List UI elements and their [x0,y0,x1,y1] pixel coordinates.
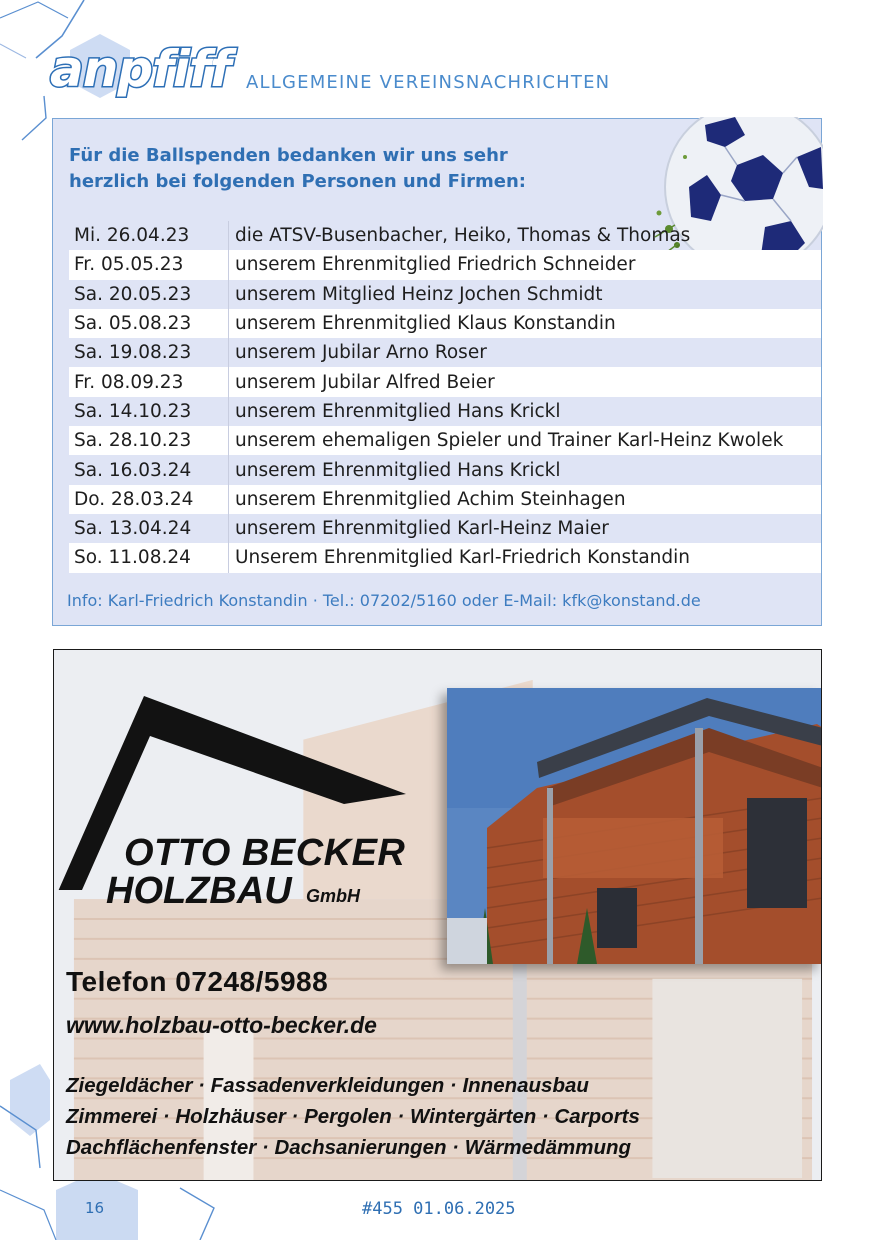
row-name: unserem ehemaligen Spieler und Trainer Karl-Heinz Kwolek [235,430,784,452]
row-name: unserem Ehrenmitglied Karl-Heinz Maier [235,518,609,540]
table-row [69,280,821,309]
donations-heading [69,143,589,195]
row-date: Sa. 20.05.23 [69,280,229,309]
row-name: unserem Ehrenmitglied Klaus Konstandin [235,313,616,335]
row-name: unserem Mitglied Heinz Jochen Schmidt [235,283,603,305]
row-date: Sa. 28.10.23 [69,426,229,455]
row-date: Mi. 26.04.23 [69,221,229,250]
row-date: Sa. 19.08.23 [69,338,229,367]
ad-services [66,1070,640,1163]
services-line: Zimmerei · Holzhäuser · Pergolen · Wintergärten · Carports [66,1105,640,1128]
table-row [69,426,821,455]
table-row [69,338,821,367]
table-row [69,543,821,572]
row-date: Sa. 16.03.24 [69,455,229,484]
company-legal-suffix: GmbH [306,886,360,906]
services-line: Dachflächenfenster · Dachsanierungen · Wärmedämmung [66,1136,632,1159]
donations-table [69,221,821,573]
table-row [69,367,821,396]
row-date: Sa. 13.04.24 [69,514,229,543]
table-row [69,250,821,279]
section-title: ALLGEMEINE VEREINSNACHRICHTEN [246,72,611,93]
row-date: Sa. 05.08.23 [69,309,229,338]
services-line: Ziegeldächer · Fassadenverkleidungen · Innenausbau [66,1074,589,1097]
row-date: So. 11.08.24 [69,543,229,572]
table-row [69,485,821,514]
row-date: Fr. 08.09.23 [69,367,229,396]
row-date: Do. 28.03.24 [69,485,229,514]
table-row [69,514,821,543]
row-name: unserem Ehrenmitglied Hans Krickl [235,459,561,481]
table-row [69,309,821,338]
row-name: unserem Ehrenmitglied Hans Krickl [235,400,561,422]
ad-website-link[interactable]: www.holzbau-otto-becker.de [66,1012,377,1038]
row-name: unserem Jubilar Arno Roser [235,342,487,364]
table-row [69,455,821,484]
row-date: Sa. 14.10.23 [69,397,229,426]
page-number: 16 [85,1199,105,1217]
donations-heading-line1: Für die Ballspenden bedanken wir uns sehr [69,145,508,166]
company-name-line2: HOLZBAU [106,870,292,912]
anpfiff-logo: anpfiff [50,40,231,98]
row-name: unserem Ehrenmitglied Achim Steinhagen [235,488,626,510]
row-name: unserem Jubilar Alfred Beier [235,371,495,393]
row-name: die ATSV-Busenbacher, Heiko, Thomas & Thomas [235,225,691,247]
donations-box [52,118,822,626]
issue-date: #455 01.06.2025 [362,1199,516,1219]
house-photo [447,688,822,964]
row-date: Fr. 05.05.23 [69,250,229,279]
row-name: unserem Ehrenmitglied Friedrich Schneider [235,254,636,276]
contact-info: Info: Karl-Friedrich Konstandin · Tel.: 07202/5160 oder E-Mail: kfk@konstand.de [67,591,701,610]
donations-heading-line2: herzlich bei folgenden Personen und Firmen: [69,171,527,192]
row-name: Unserem Ehrenmitglied Karl-Friedrich Konstandin [235,547,691,569]
company-name-line1: OTTO BECKER [124,832,406,874]
table-row [69,397,821,426]
ad-phone: Telefon 07248/5988 [66,966,329,997]
advertisement-otto-becker[interactable] [53,649,822,1181]
table-row [69,221,821,250]
